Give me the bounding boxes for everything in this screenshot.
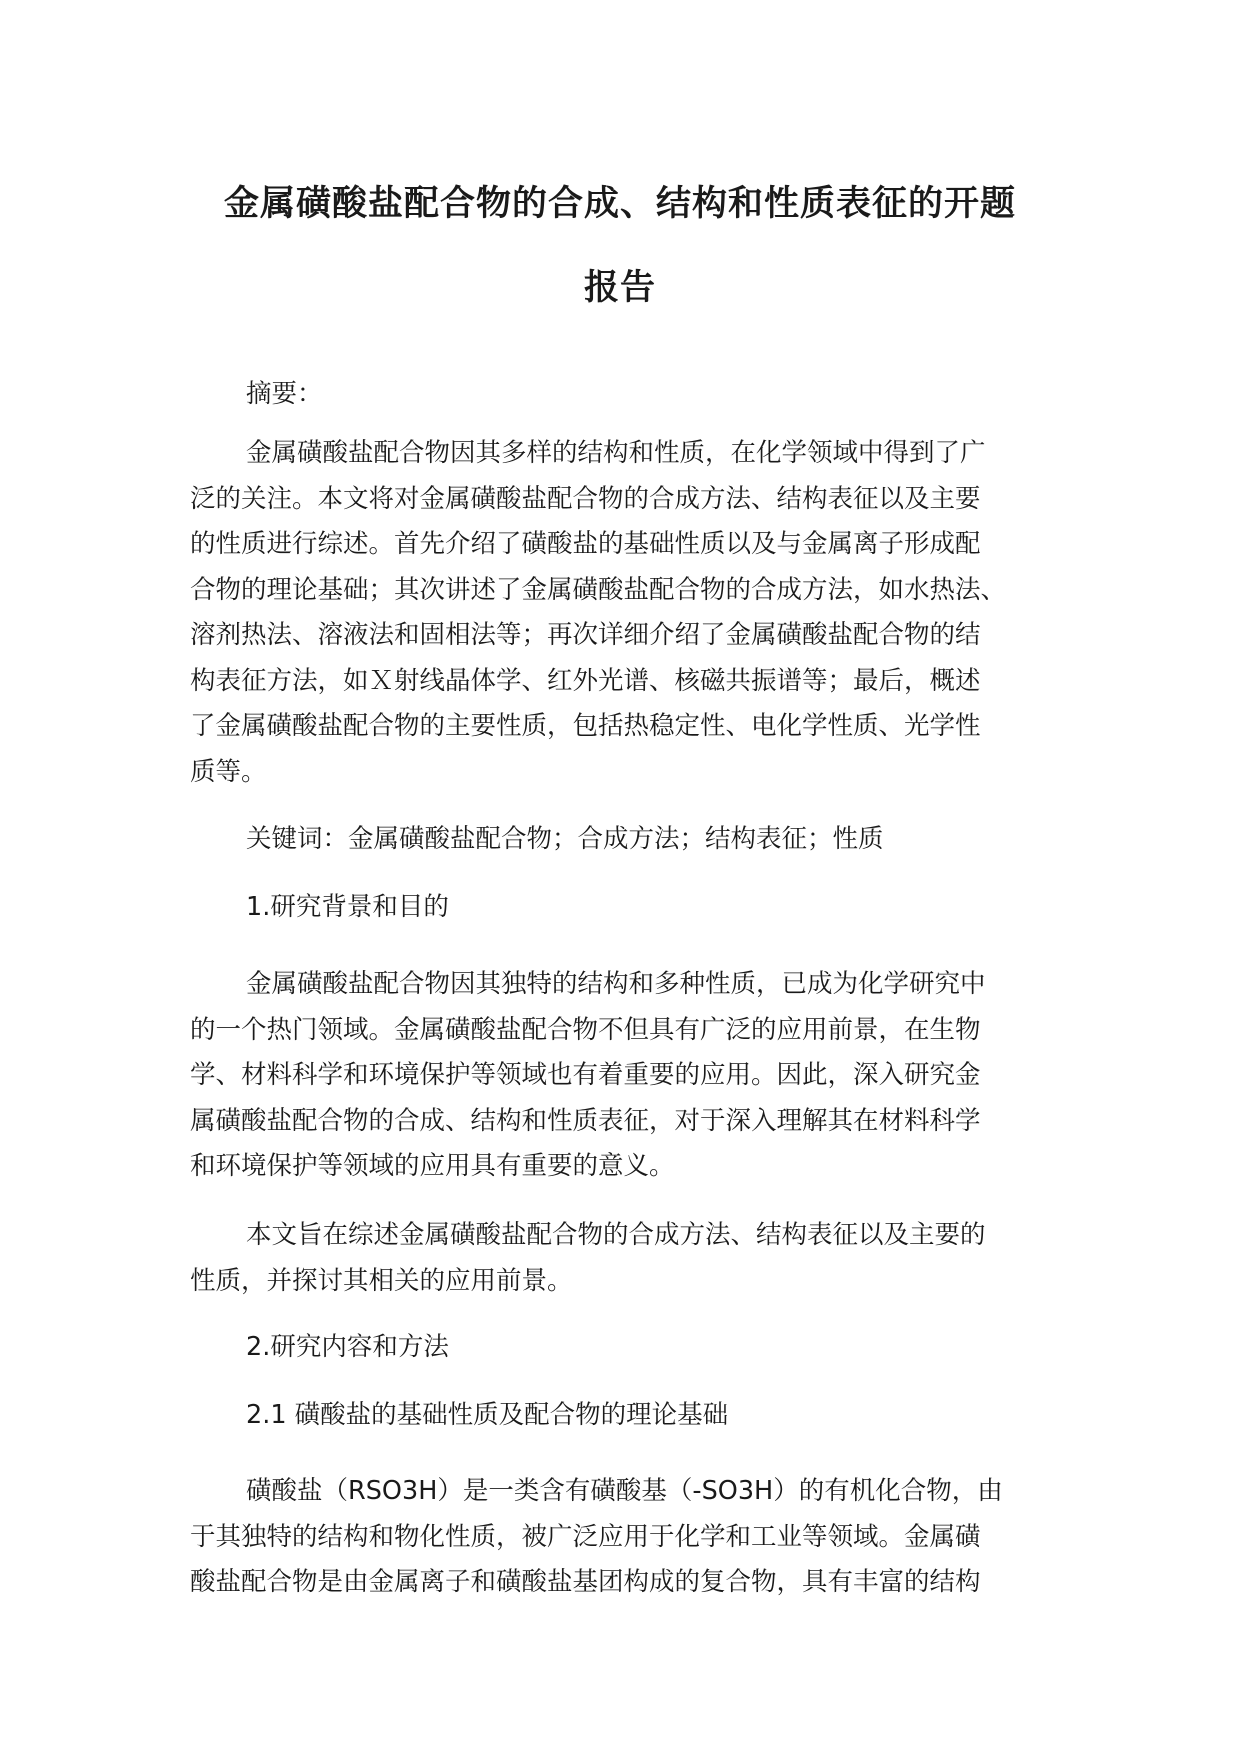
abstract-line: 的性质进行综述。首先介绍了磺酸盐的基础性质以及与金属离子形成配 <box>190 529 981 559</box>
section-1-paragraph-2 <box>190 1213 1090 1304</box>
abstract-heading: 摘要： <box>246 379 323 409</box>
keywords: 关键词：金属磺酸盐配合物；合成方法；结构表征；性质 <box>246 824 884 854</box>
abstract-line: 构表征方法，如Ｘ射线晶体学、红外光谱、核磁共振谱等；最后，概述 <box>190 665 981 696</box>
abstract-line: 金属磺酸盐配合物因其多样的结构和性质，在化学领域中得到了广 <box>246 438 986 468</box>
abstract-paragraph <box>190 431 1090 795</box>
section-2-1-heading-block <box>190 1393 1090 1439</box>
paragraph-line: 和环境保护等领域的应用具有重要的意义。 <box>190 1151 675 1181</box>
paragraph-line: 的一个热门领域。金属磺酸盐配合物不但具有广泛的应用前景，在生物 <box>190 1014 981 1045</box>
abstract-line: 质等。 <box>190 756 267 787</box>
section-2-1-heading: 2.1 磺酸盐的基础性质及配合物的理论基础 <box>246 1400 729 1430</box>
section-1-heading: 1.研究背景和目的 <box>246 892 449 922</box>
paragraph-line: 本文旨在综述金属磺酸盐配合物的合成方法、结构表征以及主要的 <box>246 1220 986 1250</box>
keywords-block <box>190 817 1090 863</box>
document-title-line-1: 金属磺酸盐配合物的合成、结构和性质表征的开题 <box>223 184 1016 224</box>
paragraph-line: 金属磺酸盐配合物因其独特的结构和多种性质，已成为化学研究中 <box>246 969 986 999</box>
paragraph-line: 磺酸盐（RSO3H）是一类含有磺酸基（-SO3H）的有机化合物，由 <box>246 1476 1003 1506</box>
abstract-heading-block <box>190 372 1090 418</box>
abstract-line: 了金属磺酸盐配合物的主要性质，包括热稳定性、电化学性质、光学性 <box>190 711 981 741</box>
section-2-heading: 2.研究内容和方法 <box>246 1332 449 1362</box>
paragraph-line: 学、材料科学和环境保护等领域也有着重要的应用。因此，深入研究金 <box>190 1060 981 1090</box>
paragraph-line: 属磺酸盐配合物的合成、结构和性质表征，对于深入理解其在材料科学 <box>190 1105 981 1136</box>
paragraph-line: 性质，并探讨其相关的应用前景。 <box>190 1265 573 1296</box>
abstract-line: 合物的理论基础；其次讲述了金属磺酸盐配合物的合成方法，如水热法、 <box>190 574 1007 605</box>
document-title-line-2: 报告 <box>583 268 656 308</box>
section-1-paragraph-1 <box>190 962 1090 1190</box>
paragraph-line: 于其独特的结构和物化性质，被广泛应用于化学和工业等领域。金属磺 <box>190 1521 981 1552</box>
abstract-line: 泛的关注。本文将对金属磺酸盐配合物的合成方法、结构表征以及主要 <box>190 483 981 514</box>
section-2-heading-block <box>190 1325 1090 1371</box>
section-2-1-paragraph <box>190 1469 1090 1606</box>
section-1-heading-block <box>190 885 1090 931</box>
paragraph-line: 酸盐配合物是由金属离子和磺酸盐基团构成的复合物，具有丰富的结构 <box>190 1567 981 1597</box>
abstract-line: 溶剂热法、溶液法和固相法等；再次详细介绍了金属磺酸盐配合物的结 <box>190 620 981 650</box>
